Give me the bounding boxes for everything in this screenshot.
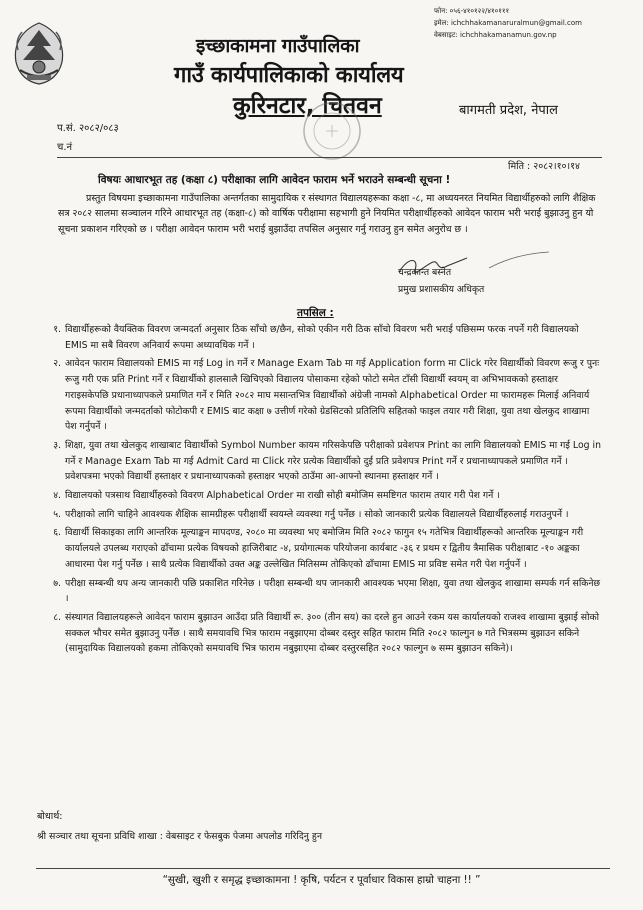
item-number: ७. [53, 577, 61, 589]
list-item [35, 488, 601, 504]
item-text: विद्यार्थी सिकाइका लागि आन्तरिक मूल्याङ्कन मापदण्ड, २०८० मा व्यवस्था भए बमोजिम मिति २०८२ फागुन १५ गतेभित्र विद्यार्थीहरूको आन्तरिक मूल्याङ्कन गरी कार्यालयले उपलब्ध गराएको ढाँचामा प्रत्येक विषयको हाजिरीबाट -४, प्रयोगात्मक परियोजना कार्यबाट -३६ र प्रथम र द्वितीय त्रैमासिक परीक्षाबाट -१० अङ्कका आधारमा पेश गर्नु पर्नेछ । साथै प्रत्येक विद्यार्थीको उक्त अङ्क उल्लेखित मितिसम्म तोकिएको ढाँचामा EMIS मा प्रविष्ट समेत गरी पेश गर्नुपर्ने । [65, 527, 584, 570]
list-item [35, 356, 601, 435]
item-number: ३. [53, 439, 61, 451]
list-item [35, 438, 601, 485]
item-number: ८. [53, 611, 61, 623]
list-item [35, 610, 601, 657]
item-text: परीक्षाको लागि चाहिने आवश्यक शैक्षिक सामग्रीहरू परीक्षार्थी स्वयम्ले व्यवस्था गर्नु पर्नेछ । सोको जानकारी प्रत्येक विद्यालयले विद्यार्थीहरुलाई गराउनुपर्ने । [65, 508, 569, 520]
copy-to-recipient: श्री सञ्चार तथा सूचना प्रविधि शाखा : वेबसाइट र फेसबुक पेजमा अपलोड गरिदिनु हुन [37, 831, 322, 842]
footer-slogan: “सुखी, खुशी र समृद्ध इच्छाकामना ! कृषि, पर्यटन र पूर्वाधार विकास हाम्रो चाहना !! ” [162, 874, 481, 886]
copy-to-heading: बोधार्थ: [37, 811, 63, 822]
footer-divider [36, 868, 610, 869]
details-list [35, 322, 601, 660]
list-item [35, 576, 601, 607]
item-text: संस्थागत विद्यालयहरूले आवेदन फाराम बुझाउन आउँदा प्रति विद्यार्थी रू. ३०० (तीन सय) का दरले हुन आउने रकम यस कार्यालयको राजश्व शाखामा बुझाई सोको सक्कल भौचर समेत बुझाउनु पर्नेछ । साथै समयावधि भित्र फाराम नबुझाएमा दोब्बर दस्तुर सहित फाराम मिति २०८२ फाल्गुन ७ गते भित्रसम्म बुझाउन सकिने (सामुदायिक विद्यालयको हकमा तोकिएको समयावधि भित्र फाराम नबुझाएमा दोब्बर दस्तुरसहित २०८२ फाल्गुन ७ सम्म बुझाउन सकिने)। [65, 611, 600, 655]
signatory-title: प्रमुख प्रशासकीय अधिकृत [398, 284, 485, 295]
item-text: परीक्षा सम्बन्धी थप अन्य जानकारी पछि प्रकाशित गरिनेछ । परीक्षा सम्बन्धी थप जानकारी आवश्यक भएमा शिक्षा, युवा तथा खेलकुद शाखामा सम्पर्क गर्न सकिनेछ । [65, 577, 601, 605]
province-name: बागमती प्रदेश, नेपाल [459, 103, 558, 118]
details-heading: तपसिल : [297, 307, 334, 319]
website-address: वेबसाइट: ichchhakamanamun.gov.np [434, 31, 557, 39]
signatory-name: चन्द्रकान्त बस्नेत [398, 267, 452, 278]
item-text: विद्यालयको पत्रसाथ विद्यार्थीहरुको विवरण Alphabetical Order मा राखी सोही बमोजिम समष्टिगत फाराम तयार गरी पेश गर्ने । [65, 490, 500, 502]
item-text: आवेदन फाराम विद्यालयको EMIS मा गई Log in गर्ने र Manage Exam Tab मा गई Application form मा Click गरेर विद्यार्थीको विवरण रूजु र पुनः रूजु गरी एक प्रति Print गर्ने र विद्यार्थीको हालसालै खिचिएको विद्यालय पोसाकमा रहेको फोटो समेत टाँसी विद्यार्थी स्वयम् वा अभिभावकको हस्ताक्षर गराइसकेपछि प्रधानाध्यापकले प्रमाणित गर्ने र मिति २०८२ माघ मसान्तभित्र विद्यार्थीको अंग्रेजी नामको Alphabetical Order मा फारामहरू मिलाई अनिवार्य रूपमा विद्यार्थीको जन्मदर्ताको फोटोकपी र EMIS बाट कक्षा ७ उत्तीर्ण गरेको ग्रेडसिटको प्रतिलिपि सहितको फाइल तयार गरी शिक्षा, युवा तथा खेलकुद शाखामा पेश गर्नुपर्ने । [65, 358, 600, 433]
office-location: कुरिनटार, चितवन [233, 93, 382, 119]
nepal-emblem-icon [8, 20, 70, 86]
item-number: १. [53, 324, 61, 335]
item-number: ५. [53, 508, 61, 520]
office-stamp-icon [293, 100, 371, 162]
contact-block [434, 5, 582, 41]
item-text: शिक्षा, युवा तथा खेलकुद शाखाबाट विद्यार्थीको Symbol Number कायम गरिसकेपछि परीक्षाको प्रवेशपत्र Print का लागि विद्यालयको EMIS मा गई Log in गर्ने र Manage Exam Tab मा गई Admit Card मा Click गरेर प्रत्येक विद्यार्थीको दुई प्रति प्रवेशपत्र Print गर्ने र प्रधानाध्यापकले प्रमाणित गर्ने । प्रवेशपत्रमा भएको विद्यार्थी हस्ताक्षर र प्रधानाध्यापकको हस्ताक्षर भएको ठाउँमा आ-आफ्नो स्थानमा हस्ताक्षर गर्ने । [65, 439, 601, 483]
letter-date: मिति : २०८२।१०।१४ [508, 161, 580, 172]
list-item [35, 507, 601, 523]
list-item [35, 322, 601, 353]
header-divider [57, 157, 602, 158]
letter-subject: विषयः आधारभूत तह (कक्षा ८) परीक्षाका लागि आवेदन फाराम भर्ने भराउने सम्बन्धी सूचना ! [98, 174, 451, 186]
email-address: इमेल: ichchhakamanaruralmun@gmail.com [434, 19, 582, 27]
item-number: ६. [53, 527, 61, 539]
phone-number: फोन: ०५६-४१०१२२/४१०१११ [434, 7, 510, 15]
item-text: विद्यार्थीहरूको वैयक्तिक विवरण जन्मदर्ता अनुसार ठिक साँचो छ/छैन, सोको एकीन गरी ठिक साँचो विवरण भरी भराई पछिसम्म फरक नपर्ने गरी विद्यालयको EMIS मा सबै विवरण अनिवार्य रूपमा अध्यावधिक गर्ने । [65, 324, 579, 351]
intro-paragraph: प्रस्तुत विषयमा इच्छाकामना गाउँपालिका अन्तर्गतका सामुदायिक र संस्थागत विद्यालयहरूका कक्षा -८, मा अध्ययनरत नियमित विद्यार्थीहरुको लागि शैक्षिक सत्र २०८२ सालमा सञ्चालन गरिने आधारभूत तह (कक्षा-८) को वार्षिक परीक्षामा सहभागी हुने नियमित परीक्षार्थीहरुको आवेदन फाराम भरी भराई बुझाउनु हुन यो सूचना प्रकाशन गरिएको छ । परीक्षा आवेदन फाराम भरी भराई बुझाउँदा तपसिल अनुसार गर्नु गराउनु हुन समेत अनुरोध छ । [58, 193, 596, 235]
list-item [35, 525, 601, 572]
dispatch-number: च.नं [57, 142, 73, 153]
municipality-name: इच्छाकामना गाउँपालिका [196, 35, 360, 57]
item-number: २. [53, 358, 61, 370]
office-name: गाउँ कार्यपालिकाको कार्यालय [174, 63, 404, 88]
reference-number: प.सं. २०८२/०८३ [57, 123, 119, 134]
item-number: ४. [53, 490, 61, 502]
